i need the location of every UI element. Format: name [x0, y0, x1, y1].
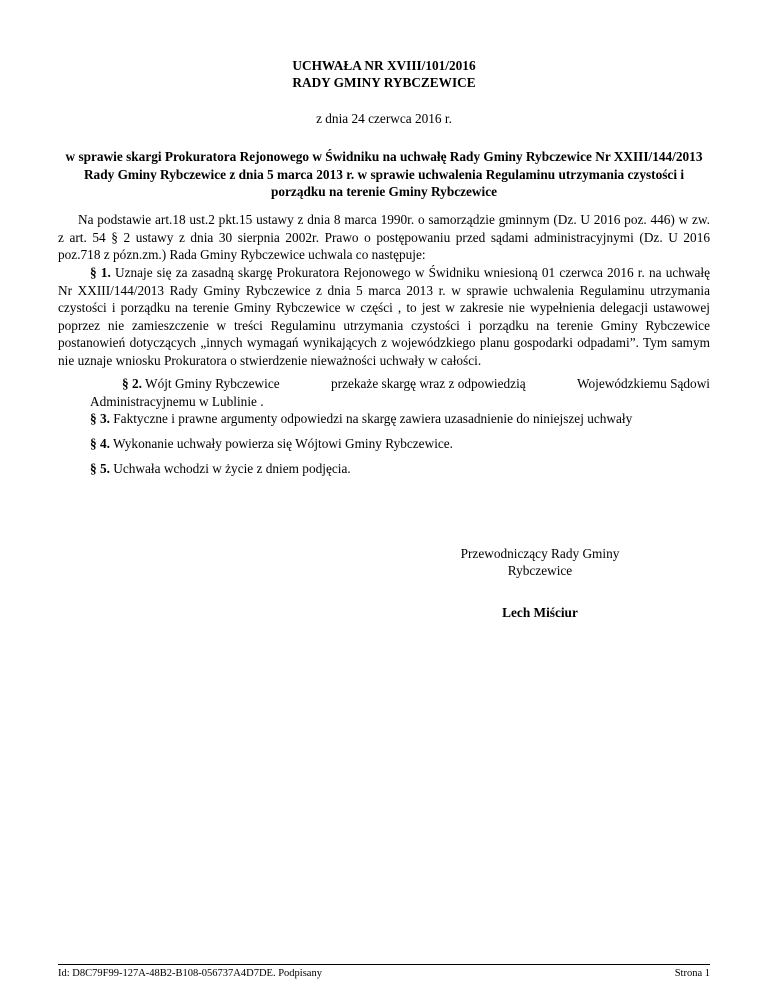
section-3-text: Faktyczne i prawne argumenty odpowiedzi na skargę zawiera uzasadnienie do niniejszej uchwały — [109, 411, 633, 426]
section-2-second-line: Administracyjnemu w Lublinie . — [90, 393, 264, 409]
section-2-number: § 2. — [122, 376, 142, 391]
resolution-number: UCHWAŁA NR XVIII/101/2016 — [292, 58, 476, 73]
section-5-text: Uchwała wchodzi w życie z dniem podjęcia. — [109, 461, 351, 476]
resolution-date: z dnia 24 czerwca 2016 r. — [316, 111, 452, 126]
section-2-first-line — [58, 375, 710, 393]
section-2-paragraph — [58, 375, 710, 410]
footer-page-number: Strona 1 — [674, 968, 710, 979]
council-name: RADY GMINY RYBCZEWICE — [292, 75, 476, 90]
legal-basis-paragraph: Na podstawie art.18 ust.2 pkt.15 ustawy z dnia 8 marca 1990r. o samorządzie gminnym (Dz. U 2016 poz. 446) w zw. z art. 54 § 2 ustawy z dnia 30 sierpnia 2002r. Prawo o postępowaniu przed sądami administracyjnymi (Dz. U 2016 poz.718 z pózn.zm.) Rada Gminy Rybczewice uchwala co następuje: — [58, 212, 710, 262]
section-5-number: § 5. — [90, 461, 110, 476]
signatory-role-line2: Rybczewice — [507, 563, 573, 578]
section-2-lead — [58, 375, 280, 393]
section-4-number: § 4. — [90, 436, 110, 451]
section-1-text: Uznaje się za zasadną skargę Prokuratora Rejonowego w Świdniku wniesioną 01 czerwca 2016 r. na uchwałę Nr XXIII/144/2013 Rady Gminy Rybczewice z dnia 5 marca 2013 r. w sprawie uchwalenia Regulaminu utrzymania czystości i porządku na terenie Gminy Rybczewice w części , to jest w zakresie nie wypełnienia delegacji ustawowej poprzez nie zamieszczenie w treści Regulaminu utrzymania czystości i porządku na terenie Gminy Rybczewice postanowień dotyczących „innych wymagań wynikających z wojewódzkiego planu gospodarki odpadami”. Tym samym nie uznaje wniosku Prokuratora o stwierdzenie nieważności uchwały w całości. — [58, 265, 710, 368]
section-5-paragraph — [58, 460, 710, 478]
section-2-text-part1: Wójt Gminy Rybczewice — [141, 376, 280, 391]
section-1-paragraph — [58, 264, 710, 369]
footer-document-id: Id: D8C79F99-127A-48B2-B108-056737A4D7DE. Podpisany — [58, 968, 322, 979]
section-3-number: § 3. — [90, 411, 110, 426]
resolution-subject: w sprawie skargi Prokuratora Rejonowego w Świdniku na uchwałę Rady Gminy Rybczewice Nr XXIII/144/2013 Rady Gminy Rybczewice z dnia 5 marca 2013 r. w sprawie uchwalenia Regulaminu utrzymania czystości i porządku na terenie Gminy Rybczewice — [65, 149, 703, 199]
section-2-text-part3: Wojewódzkiemu Sądowi — [577, 376, 710, 391]
section-4-paragraph — [58, 435, 710, 453]
section-3-paragraph — [58, 410, 710, 428]
footer-divider — [58, 964, 710, 965]
signatory-name: Lech Miściur — [502, 605, 578, 620]
section-1-number: § 1. — [90, 265, 111, 280]
section-4-text: Wykonanie uchwały powierza się Wójtowi Gminy Rybczewice. — [109, 436, 454, 451]
section-2-text-part2: przekaże skargę wraz z odpowiedzią — [331, 376, 526, 391]
signatory-role-line1: Przewodniczący Rady Gminy — [460, 546, 620, 561]
